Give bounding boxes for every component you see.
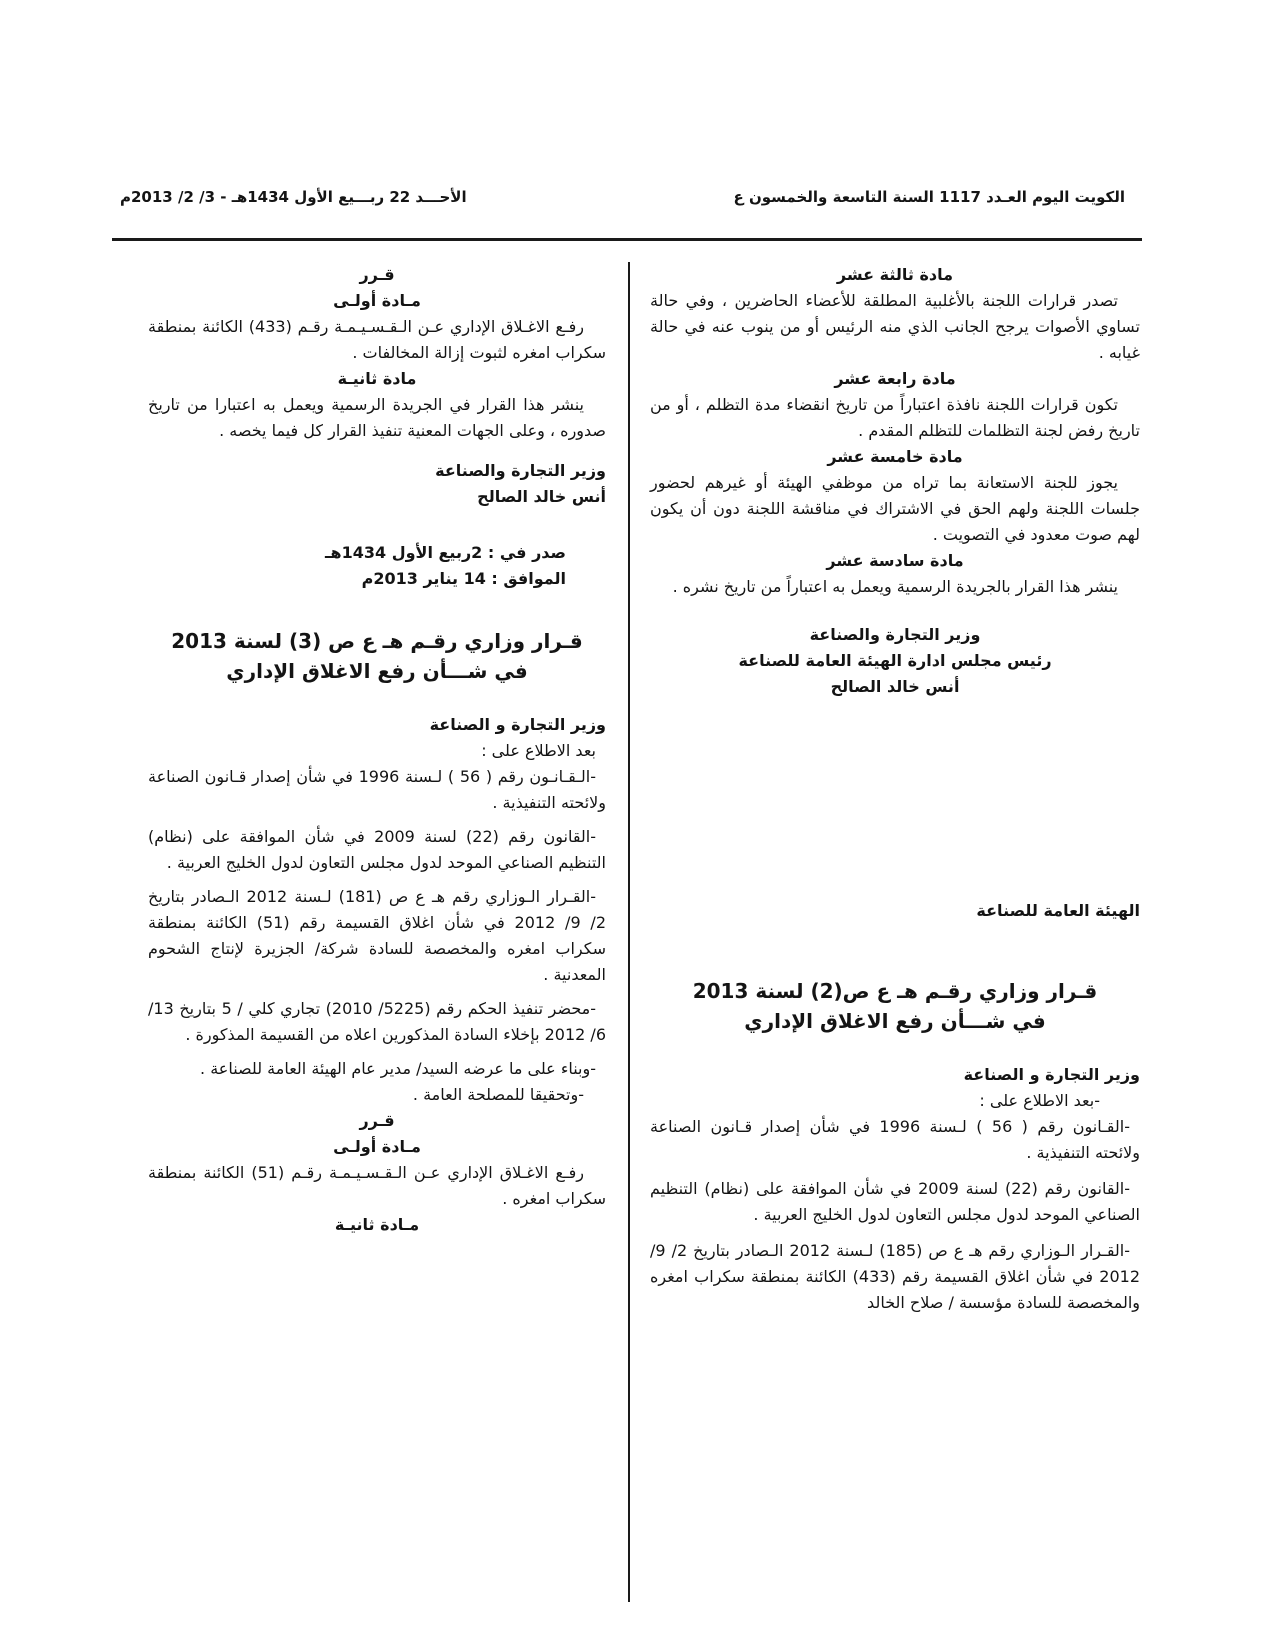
article-1-text: رفـع الاغـلاق الإداري عـن الـقـسـيـمـة رقـم (433) الكائنة بمنطقة سكراب امغره لثبوت إزالة المخالفات . bbox=[148, 317, 606, 362]
decree-3-article-1-text: رفـع الاغـلاق الإداري عـن الـقـسـيـمـة رقـم (51) الكائنة بمنطقة سكراب امغره . bbox=[148, 1163, 606, 1208]
minister-name: أنس خالد الصالح bbox=[477, 487, 606, 506]
decree-3-minister: وزير التجارة و الصناعة bbox=[429, 715, 606, 734]
decree-2-title: قـرار وزاري رقـم هـ ع ص(2) لسنة 2013 bbox=[692, 979, 1098, 1003]
article-14-text: تكون قرارات اللجنة نافذة اعتباراً من تاريخ انقضاء مدة التظلم ، أو من تاريخ رفض لجنة التظلمات للتظلم المقدم . bbox=[650, 395, 1140, 440]
corresponding-date: الموافق : 14 يناير 2013م bbox=[361, 569, 566, 588]
decree-3-decides: قـرر bbox=[359, 1111, 395, 1130]
decree-3-title: قـرار وزاري رقـم هـ ع ص (3) لسنة 2013 bbox=[171, 629, 583, 653]
page-header-right: الكويت اليوم العـدد 1117 السنة التاسعة والخمسون ع bbox=[733, 188, 1125, 206]
article-14-title: مادة رابعة عشر bbox=[834, 369, 956, 388]
decree-3-article-2-title: مـادة ثانيـة bbox=[334, 1215, 420, 1234]
header-rule bbox=[112, 238, 1142, 241]
decree-3-item-2: -القانون رقم (22) لسنة 2009 في شأن الموافقة على (نظام) التنظيم الصناعي الموحد لدول مجلس التعاون لدول الخليج العربية . bbox=[148, 827, 606, 872]
article-2-text: ينشر هذا القرار في الجريدة الرسمية ويعمل به اعتبارا من تاريخ صدوره ، وعلى الجهات المعنية تنفيذ القرار كل فيما يخصه . bbox=[148, 395, 606, 440]
authority-heading: الهيئة العامة للصناعة bbox=[976, 901, 1140, 920]
decree-3-article-1-title: مـادة أولـى bbox=[333, 1137, 421, 1156]
article-16-title: مادة سادسة عشر bbox=[826, 551, 964, 570]
left-column bbox=[148, 262, 606, 1238]
decree-2-subject: في شـــأن رفع الاغلاق الإداري bbox=[744, 1009, 1046, 1033]
right-column bbox=[650, 262, 1140, 1316]
decides-heading: قـرر bbox=[359, 265, 395, 284]
decree-3-preamble: بعد الاطلاع على : bbox=[481, 741, 596, 760]
decree-3-item-6: -وتحقيقا للمصلحة العامة . bbox=[412, 1085, 584, 1104]
article-13-title: مادة ثالثة عشر bbox=[836, 265, 954, 284]
article-15-text: يجوز للجنة الاستعانة بما تراه من موظفي الهيئة أو غيرهم لحضور جلسات اللجنة ولهم الحق في الاشتراك في مناقشة اللجنة دون أن يكون لهم صوت معدود في التصويت . bbox=[650, 473, 1140, 544]
article-15-title: مادة خامسة عشر bbox=[827, 447, 963, 466]
decree-3-item-1: -الـقـانـون رقم ( 56 ) لـسنة 1996 في شأن إصدار قـانون الصناعة ولائحته التنفيذية . bbox=[148, 767, 606, 812]
article-2-title: مادة ثانيـة bbox=[337, 369, 417, 388]
decree-2-minister: وزير التجارة و الصناعة bbox=[963, 1065, 1140, 1084]
article-16-text: ينشر هذا القرار بالجريدة الرسمية ويعمل به اعتباراً من تاريخ نشره . bbox=[672, 577, 1118, 596]
decree-2-item-1: -القـانون رقم ( 56 ) لـسنة 1996 في شأن إصدار قـانون الصناعة ولائحته التنفيذية . bbox=[650, 1117, 1140, 1162]
decree-3-item-3: -القـرار الـوزاري رقم هـ ع ص (181) لـسنة 2012 الـصادر بتاريخ 2/ 9/ 2012 في شأن اغلاق القسيمة رقم (51) الكائنة بمنطقة سكراب امغره والمخصصة للسادة شركة/ الجزيرة لإنتاج الشحوم المعدنية . bbox=[148, 887, 606, 984]
article-1-title: مـادة أولـى bbox=[333, 291, 421, 310]
issue-date: صدر في : 2ربيع الأول 1434هـ bbox=[325, 543, 566, 562]
decree-3-item-5: -وبناء على ما عرضه السيد/ مدير عام الهيئة العامة للصناعة . bbox=[200, 1059, 596, 1078]
signature-chairman: رئيس مجلس ادارة الهيئة العامة للصناعة bbox=[738, 651, 1052, 670]
page-header-left: الأحـــد 22 ربـــيع الأول 1434هـ - 3/ 2/ 2013م bbox=[120, 188, 467, 206]
decree-2-item-2: -القانون رقم (22) لسنة 2009 في شأن الموافقة على (نظام) التنظيم الصناعي الموحد لدول مجلس التعاون لدول الخليج العربية . bbox=[650, 1179, 1140, 1224]
column-divider bbox=[628, 262, 630, 1602]
minister-title: وزير التجارة والصناعة bbox=[435, 461, 606, 480]
decree-2-item-3: -القـرار الـوزاري رقم هـ ع ص (185) لـسنة 2012 الـصادر بتاريخ 2/ 9/ 2012 في شأن اغلاق القسيمة رقم (433) الكائنة بمنطقة سكراب امغره والمخصصة للسادة مؤسسة / صلاح الخالد bbox=[650, 1241, 1140, 1312]
article-13-text: تصدر قرارات اللجنة بالأغلبية المطلقة للأعضاء الحاضرين ، وفي حالة تساوي الأصوات يرجح الجانب الذي منه الرئيس أو من ينوب عنه في حالة غيابه . bbox=[650, 291, 1140, 362]
decree-3-subject: في شـــأن رفع الاغلاق الإداري bbox=[226, 659, 528, 683]
signature-name: أنس خالد الصالح bbox=[830, 677, 960, 696]
signature-title: وزير التجارة والصناعة bbox=[809, 625, 981, 644]
decree-3-item-4: -محضر تنفيذ الحكم رقم (5225/ 2010) تجاري كلي / 5 بتاريخ 13/ 6/ 2012 بإخلاء السادة المذكورين اعلاه من القسيمة المذكورة . bbox=[148, 999, 606, 1044]
decree-2-preamble: -بعد الاطلاع على : bbox=[979, 1091, 1100, 1110]
